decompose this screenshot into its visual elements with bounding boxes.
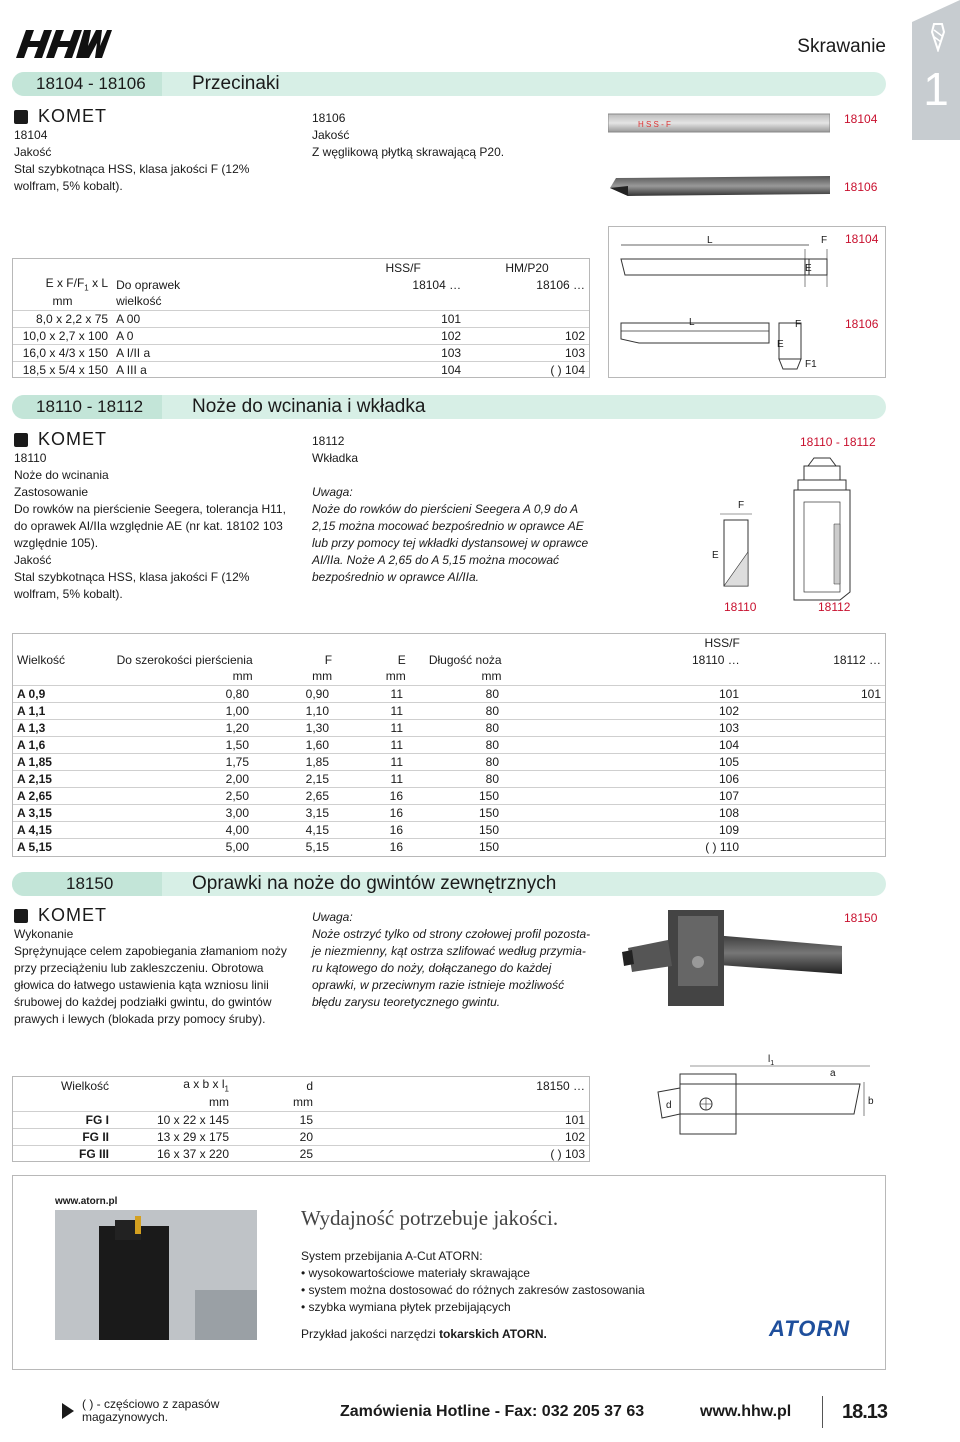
cell-code: 101 [317,1111,589,1128]
execution-label: Wykonanie [14,927,74,941]
cell-code: 102 [341,327,465,344]
cell-size: A 4,15 [13,822,113,839]
table-row [13,1128,589,1145]
cell-e: 11 [333,703,407,720]
photo-label: 18150 [844,911,878,925]
brand-name: KOMET [38,106,108,126]
cell-d: 15 [233,1111,317,1128]
product-code: 18112 [312,434,345,448]
cell-c2 [743,737,885,754]
cell-code: ( ) 103 [550,1146,585,1161]
cell-e: 11 [333,771,407,788]
cell-len: 150 [407,822,503,839]
cell-code: 103 [465,344,589,361]
drill-icon [928,22,948,58]
product-photo-18106 [608,172,830,202]
table-body [13,686,885,856]
quality-label: Jakość [14,553,52,567]
cell-len: 80 [407,737,503,754]
col-unit: mm [257,668,337,685]
cell-len: 80 [407,703,503,720]
section-heading: Przecinaki [192,73,280,94]
cell-size: A 2,15 [13,771,113,788]
use-text: względnie 105). [14,536,99,550]
cell-w: 1,00 [113,703,253,720]
col-header-sub: 1 [84,283,89,293]
table-row [13,788,885,805]
cell-len: 80 [407,720,503,737]
cell-code: 102 [317,1128,589,1145]
cell-holder: A I/II a [112,344,259,361]
product-code: 18104 [14,128,48,142]
product-photo-18104 [608,112,830,136]
chapter-tab-notch [912,0,960,22]
drawing-code-top: 18104 [845,232,879,246]
technical-drawing-18104 [608,226,886,378]
cell-f: 5,15 [305,840,329,855]
cell-e: 16 [333,788,407,805]
col-sub: wielkość [112,293,259,310]
dim-label-l1 [768,1054,774,1067]
table-row [13,703,885,720]
col-header: F [324,652,333,667]
ad-bullet-text: wysokowartościowe materiały skrawające [308,1266,530,1280]
note-text: błędu zarysu teoretycznego gwintu. [312,995,501,1009]
cell-d: 20 [233,1128,317,1145]
note-text: oprawki, w przeciwnym razie istnieje możliwość [312,978,565,992]
cell-c2 [743,822,885,839]
section-heading: Oprawki na noże do gwintów zewnętrznych [192,873,557,894]
quality-text: wolfram, 5% kobalt). [14,179,123,193]
section-heading: Noże do wcinania i wkładka [192,396,426,417]
ad-photo [55,1210,257,1340]
cell-c2 [743,839,885,856]
use-text: Do rowków na pierścienie Seegera, tolerancja H11, [14,502,286,516]
cell-c2 [743,720,885,737]
chapter-number: 1 [923,63,949,115]
footer-hotline: Zamówienia Hotline - Fax: 032 205 37 63 [340,1403,645,1420]
cell-size: A 2,65 [13,788,113,805]
note-text: Noże ostrzyć tylko od strony czołowej profil pozosta- [312,927,591,941]
drawing-code-bottom: 18106 [845,317,879,331]
col-header-code: 18150 … [536,1078,585,1093]
cell-c1: 106 [503,771,743,788]
footer-website[interactable]: www.hhw.pl [700,1403,792,1420]
section-code: 18150 [66,874,114,893]
cell-w: 3,00 [113,805,253,822]
quality-text: wolfram, 5% kobalt). [14,587,123,601]
cell-c1: 104 [503,737,743,754]
cell-f: 1,85 [253,754,333,771]
ad-headline: Wydajność potrzebuje jakości. [301,1206,559,1230]
cell-f: 2,15 [253,771,333,788]
cell-size: A 3,15 [13,805,113,822]
note-text: je niezmienny, kąt ostrza szlifować według przymia- [312,944,586,958]
execution-text: śrubowej do każdej podziałki gwintu, do gwintów [14,995,272,1009]
product-18150-description [14,926,304,1028]
group-header-hm: HM/P20 [505,260,549,275]
cell-c2: 101 [743,686,885,703]
cell-c1: ( ) 110 [705,840,739,855]
cell-d: 25 [299,1146,313,1161]
ad-system-text: System przebijania A-Cut ATORN: [301,1249,483,1263]
dim-label-E: E [777,339,784,350]
komet-icon [14,433,28,447]
quality-text: Stal szybkotnąca HSS, klasa jakości F (12% [14,162,250,176]
atorn-logo: ATORN [769,1316,851,1341]
cell-size: 16,0 x 4/3 x 150 [13,344,112,361]
cell-e: 16 [333,822,407,839]
cell-size: 8,0 x 2,2 x 75 [13,310,112,327]
col-header-size [13,276,112,293]
product-18106-description [312,110,592,161]
dim-label-F1: F1 [805,359,817,370]
cell-size: A 5,15 [17,840,52,855]
ad-body [301,1248,781,1316]
execution-text: głowica do łatwego ustawienia kąta wzniosu linii [14,978,269,992]
col-unit: mm [336,668,410,685]
cell-c1: 103 [503,720,743,737]
cell-holder: A 00 [112,310,259,327]
cell-size: A 0,9 [13,686,113,703]
product-code: 18106 [312,111,346,125]
cell-f: 4,15 [253,822,333,839]
footer-note-line: ( ) - częściowo z zapasów [82,1397,220,1411]
technical-drawing-18110 [690,454,886,618]
photo-label: 18106 [844,180,878,194]
cell-w: 5,00 [225,840,249,855]
cell-f: 2,65 [253,788,333,805]
table-row [13,686,885,703]
section-code: 18110 - 18112 [36,397,144,416]
cell-w: 1,75 [113,754,253,771]
cell-c2 [743,805,885,822]
cell-code: 103 [341,344,465,361]
atorn-advertisement [12,1175,886,1370]
quality-text: Stal szybkotnąca HSS, klasa jakości F (12% [14,570,250,584]
ad-url[interactable]: www.atorn.pl [55,1196,118,1207]
cell-c2 [743,771,885,788]
note-text: bezpośrednio w oprawce AI/IIa. [312,570,479,584]
drawing-label-18110: 18110 [724,600,757,614]
svg-text:H S S - F: H S S - F [638,120,671,129]
cell-f: 1,60 [253,737,333,754]
dim-label-b: b [868,1096,874,1107]
komet-brand [14,429,107,450]
quality-text: Z węglikową płytką skrawającą P20. [312,145,505,159]
product-name: Noże do wcinania [14,468,109,482]
cell-c1: 101 [503,686,743,703]
cell-f: 3,15 [253,805,333,822]
table-row [13,822,885,839]
col-header: d [306,1078,313,1093]
col-header-code: 18104 … [412,277,462,292]
cell-size: A 1,3 [13,720,113,737]
cell-e: 11 [333,754,407,771]
dim-sub: 1 [770,1060,775,1067]
photo-label: 18104 [844,112,878,126]
cell-size: A 1,85 [13,754,113,771]
ad-bullet-text: szybka wymiana płytek przebijających [308,1300,511,1314]
cell-size: 10,0 x 2,7 x 100 [13,327,112,344]
col-unit: mm [233,1094,317,1111]
col-header-code: 18112 … [833,652,881,667]
cell-f: 1,30 [253,720,333,737]
use-label: Zastosowanie [14,485,89,499]
dim-label-E: E [805,263,812,274]
cell-len: 150 [407,788,503,805]
col-header-sub: 1 [224,1084,229,1094]
product-code: 18110 [14,451,47,465]
cell-dim: 10 x 22 x 145 [113,1111,233,1128]
dim-label-a: a [830,1068,836,1079]
col-header: Wielkość [17,652,66,667]
cell-dim: 16 x 37 x 220 [156,1146,229,1161]
cell-code: 104 [441,362,462,377]
table-18150 [12,1076,590,1162]
table-row [13,1111,589,1128]
execution-text: przy przeciążeniu lub zakleszczeniu. Obrotowa [14,961,264,975]
ad-bullet-text: system można dostosować do różnych zakresów zastosowania [308,1283,645,1297]
table-row [13,344,589,361]
page-number: 18.13 [842,1401,888,1423]
cell-code [465,310,589,327]
col-unit: mm [13,293,112,310]
col-header: E [397,652,406,667]
brand-name: KOMET [38,905,108,925]
col-header: Wielkość [60,1078,109,1093]
cell-c1: 102 [503,703,743,720]
table-row [13,327,589,344]
cell-c1: 109 [503,822,743,839]
group-header-hss: HSS/F [704,635,740,650]
col-header-tail: x L [88,276,109,291]
col-header [113,1077,233,1094]
note-text: AI/IIa. Noże A 2,65 do A 5,15 można mocować [312,553,560,567]
footer-divider [822,1396,823,1428]
note-text: Noże do rowków do pierścieni Seegera A 0,9 do A [312,502,579,516]
komet-brand [14,905,107,926]
cell-e: 11 [333,720,407,737]
cell-w: 1,20 [113,720,253,737]
table-18110 [12,633,886,857]
footer-arrow-icon [62,1403,74,1419]
col-header-text: E x F/F [45,276,85,291]
execution-text: Sprężynujące celem zapobiegania złamaniom noży [14,944,287,958]
col-unit: mm [113,668,257,685]
cell-holder: A III a [116,362,147,377]
ad-example-bold: tokarskich ATORN. [439,1327,547,1341]
cell-w: 0,80 [113,686,253,703]
cell-dim: 13 x 29 x 175 [113,1128,233,1145]
section-title: Skrawanie [797,36,886,57]
cell-size: A 1,6 [13,737,113,754]
col-header: Długość noża [428,652,502,667]
dim-label-E: E [712,550,719,561]
note-text: lub przy pomocy tej wkładki dystansowej w oprawce [312,536,589,550]
product-photo-18150 [618,902,854,1032]
footer-note [82,1398,219,1424]
cell-w: 2,50 [113,788,253,805]
group-header-hss: HSS/F [385,260,421,275]
section-code: 18104 - 18106 [36,74,146,93]
product-18104-description [14,127,294,195]
table-row [13,771,885,788]
ad-bullet: • wysokowartościowe materiały skrawające [301,1266,530,1280]
cell-w: 1,50 [113,737,253,754]
note-text: ru kątowego do noży, dołączanego do każdej [312,961,552,975]
dim-label-d: d [666,1100,672,1111]
cell-code: ( ) 104 [550,362,585,377]
cell-c2 [743,788,885,805]
table-row [13,805,885,822]
ad-example-text: Przykład jakości narzędzi [301,1327,440,1341]
footer-note-line: magazynowych. [82,1410,169,1424]
cell-len: 150 [407,805,503,822]
dim-label-L: L [689,317,695,328]
dim-label-F: F [738,500,745,511]
cell-size: FG I [13,1111,113,1128]
cell-size: 18,5 x 5/4 x 150 [22,362,109,377]
cell-size: FG II [13,1128,113,1145]
product-name: Wkładka [312,451,359,465]
col-header-holder: Do oprawek [116,277,181,292]
cell-c2 [743,754,885,771]
col-header-text: a x b x l [183,1077,225,1092]
product-18112-description [312,433,612,586]
cell-len: 80 [407,686,503,703]
dim-label-L: L [707,235,713,246]
col-unit: mm [113,1094,233,1111]
cell-len: 150 [478,840,499,855]
cell-e: 11 [333,686,407,703]
cell-f: 0,90 [253,686,333,703]
cell-c1: 108 [503,805,743,822]
komet-icon [14,110,28,124]
note-label: Uwaga: [312,910,353,924]
table-row [13,839,885,856]
cell-code: 102 [465,327,589,344]
table-row [13,361,589,378]
quality-label: Jakość [14,145,52,159]
col-header-code: 18106 … [536,277,585,292]
cell-size: FG III [79,1146,109,1161]
ad-bullet: • szybka wymiana płytek przebijających [301,1300,511,1314]
drawing-code-top: 18110 - 18112 [800,435,876,449]
cell-len: 80 [407,771,503,788]
note-text: 2,15 można mocować bezpośrednio w oprawce AE [312,519,584,533]
cell-code: 101 [341,310,465,327]
cell-size: A 1,1 [13,703,113,720]
drawing-label-18112: 18112 [818,600,851,614]
cell-e: 16 [389,840,403,855]
col-header-code: 18110 … [691,652,740,667]
table-row [13,737,885,754]
dim-letter: l [768,1054,771,1065]
dim-label-F: F [795,319,802,330]
komet-brand [14,106,107,127]
cell-len: 80 [407,754,503,771]
ad-example [301,1326,547,1343]
note-label: Uwaga: [312,485,353,499]
cell-c1: 107 [503,788,743,805]
product-18110-description [14,450,304,603]
table-row [13,720,885,737]
cell-e: 16 [333,805,407,822]
cell-e: 11 [333,737,407,754]
technical-drawing-18150 [650,1054,886,1142]
table-row [13,1145,589,1162]
cell-w: 2,00 [113,771,253,788]
cell-f: 1,10 [253,703,333,720]
hhw-logo [12,28,112,60]
table-row [13,754,885,771]
execution-text: prawych i lewych (blokada przy pomocy śruby). [14,1012,266,1026]
ad-bullet: • system można dostosować do różnych zakresów zastosowania [301,1283,645,1297]
use-text: do oprawek AI/IIa względnie AE (nr kat. 18102 103 [14,519,283,533]
cell-w: 4,00 [113,822,253,839]
cell-c1: 105 [503,754,743,771]
table-row [13,310,589,327]
dim-label-F: F [821,235,828,246]
product-18150-note [312,909,602,1011]
quality-label: Jakość [312,128,350,142]
table-18104 [12,258,590,378]
cell-c2 [743,703,885,720]
komet-icon [14,909,28,923]
cell-holder: A 0 [112,327,259,344]
brand-name: KOMET [38,429,108,449]
col-unit: mm [410,668,506,685]
col-header: Do szerokości pierścienia [116,652,253,667]
